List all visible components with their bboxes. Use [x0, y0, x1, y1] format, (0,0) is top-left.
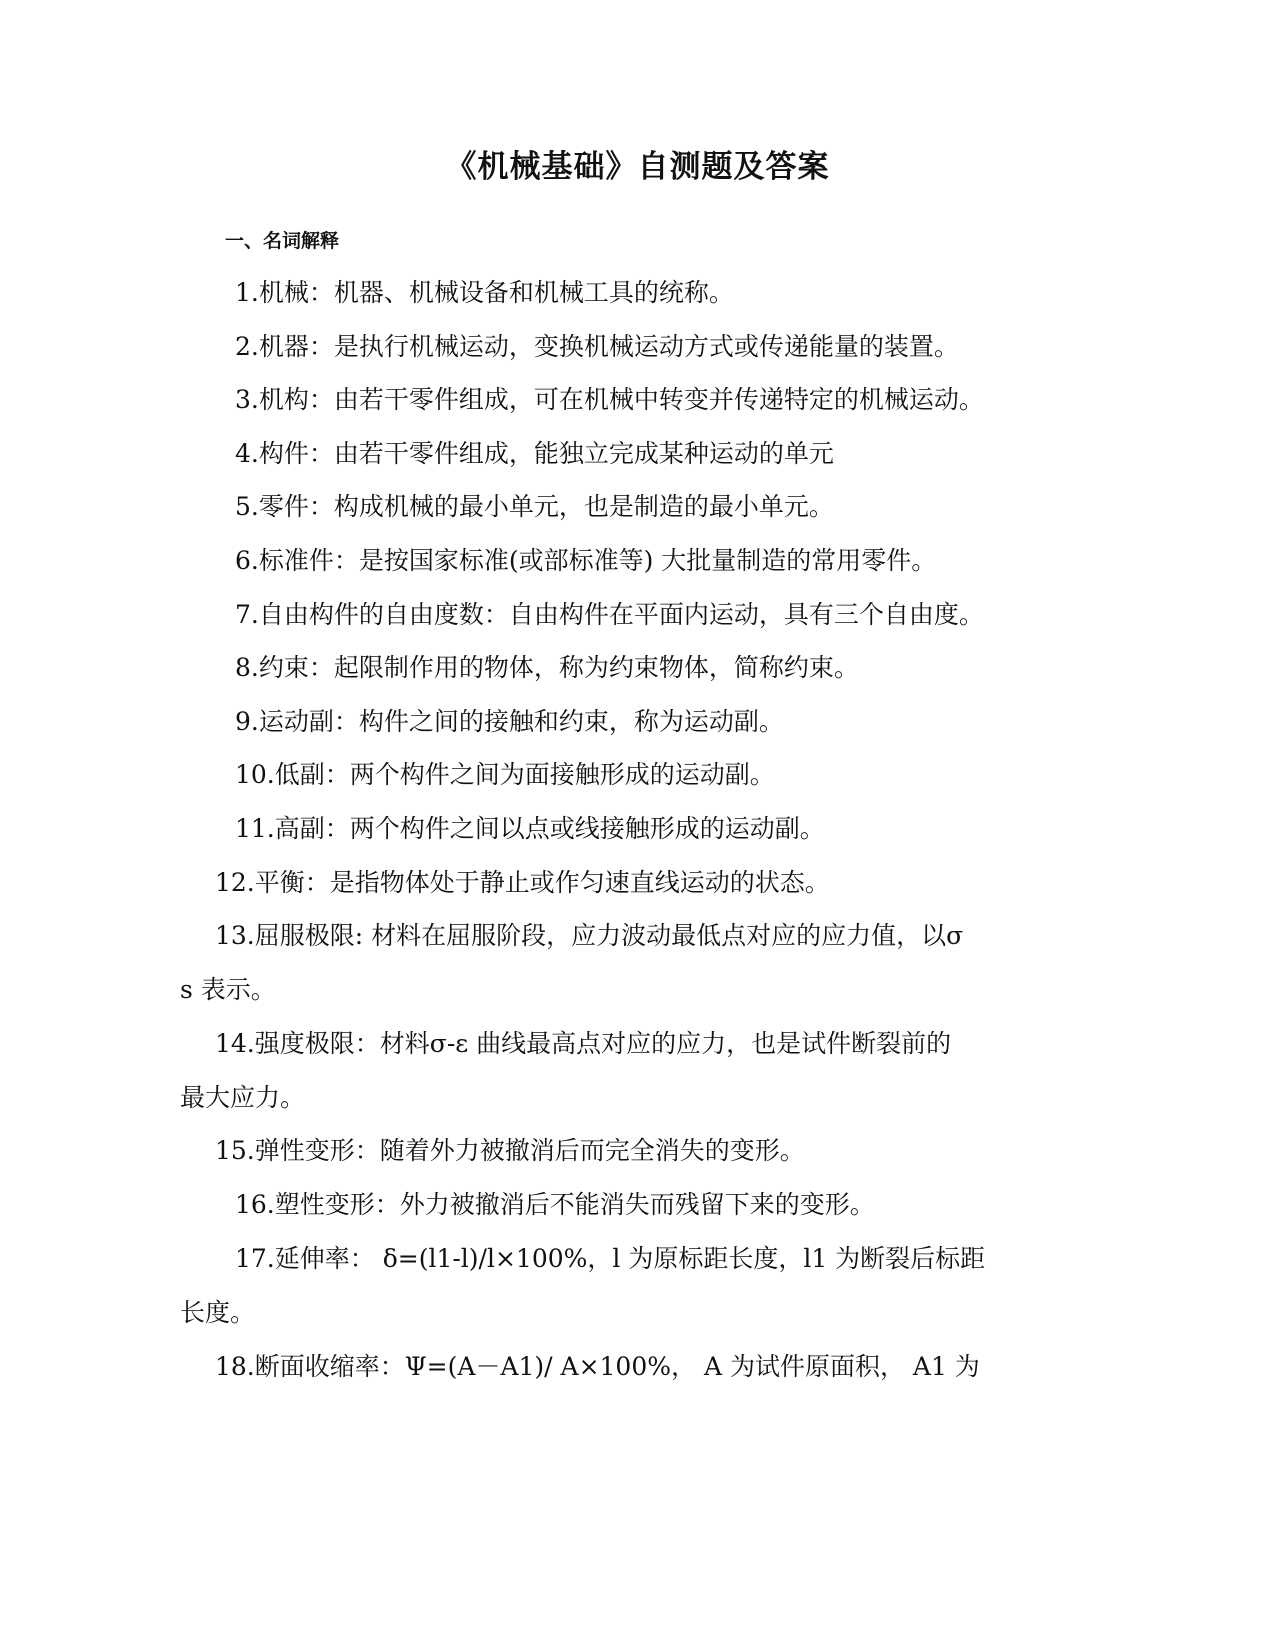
definition-line: 9.运动副：构件之间的接触和约束，称为运动副。 — [235, 707, 784, 736]
definition-line: 17.延伸率： δ=(l1-l)/l×100%，l 为原标距长度，l1 为断裂后标距 — [235, 1244, 986, 1273]
definition-line: 16.塑性变形：外力被撤消后不能消失而残留下来的变形。 — [235, 1190, 875, 1219]
definition-line: 14.强度极限：材料σ-ε 曲线最高点对应的应力，也是试件断裂前的 — [215, 1029, 952, 1058]
definition-line: 1.机械：机器、机械设备和机械工具的统称。 — [235, 278, 734, 307]
section-heading: 一、名词解释 — [225, 230, 340, 252]
definition-line: 5.零件：构成机械的最小单元，也是制造的最小单元。 — [235, 492, 834, 521]
definition-line: 11.高副：两个构件之间以点或线接触形成的运动副。 — [235, 814, 825, 843]
document-title: 《机械基础》自测题及答案 — [445, 149, 830, 185]
definition-line: 15.弹性变形：随着外力被撤消后而完全消失的变形。 — [215, 1136, 805, 1165]
definition-line: 10.低副：两个构件之间为面接触形成的运动副。 — [235, 760, 775, 789]
definition-line: 3.机构：由若干零件组成，可在机械中转变并传递特定的机械运动。 — [235, 385, 984, 414]
definition-line-continuation: 长度。 — [180, 1298, 256, 1327]
definition-line: 4.构件：由若干零件组成，能独立完成某种运动的单元 — [235, 439, 834, 468]
definition-line: 13.屈服极限: 材料在屈服阶段，应力波动最低点对应的应力值，以σ — [215, 921, 964, 950]
definition-line: 18.断面收缩率：Ψ=(A－A1)/ A×100%， A 为试件原面积， A1 为 — [215, 1352, 980, 1381]
definition-line-continuation: 最大应力。 — [180, 1083, 306, 1112]
definition-line-continuation: s 表示。 — [180, 975, 276, 1004]
definition-line: 6.标准件：是按国家标准(或部标准等) 大批量制造的常用零件。 — [235, 546, 937, 575]
definition-line: 8.约束：起限制作用的物体，称为约束物体，简称约束。 — [235, 653, 859, 682]
definition-line: 2.机器：是执行机械运动，变换机械运动方式或传递能量的装置。 — [235, 332, 959, 361]
definition-line: 7.自由构件的自由度数：自由构件在平面内运动，具有三个自由度。 — [235, 600, 984, 629]
definition-line: 12.平衡：是指物体处于静止或作匀速直线运动的状态。 — [215, 868, 830, 897]
